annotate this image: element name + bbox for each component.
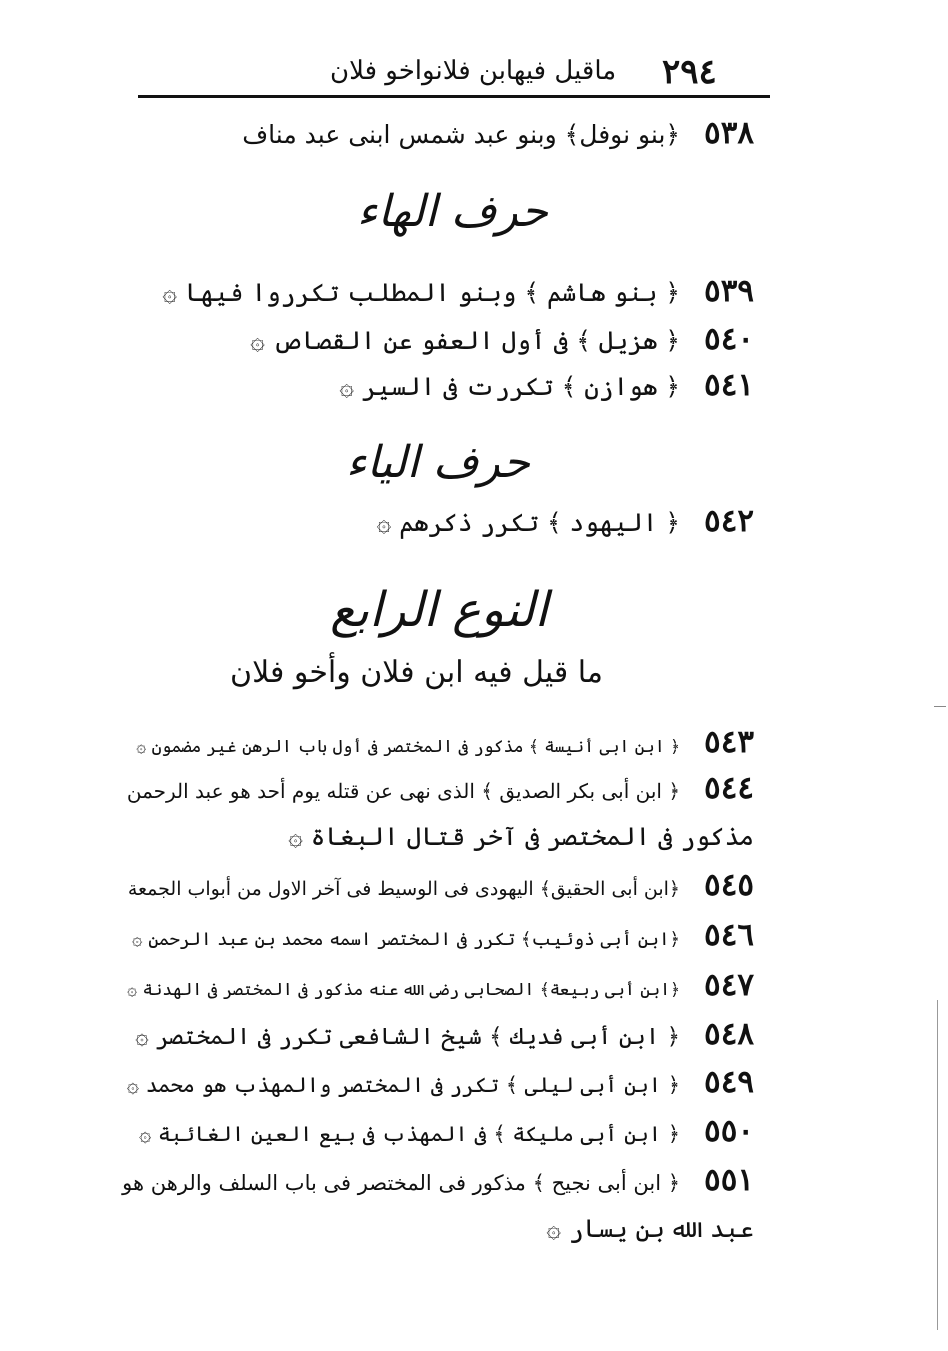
entry-number: ٥٥٠	[704, 1113, 754, 1149]
entry-number: ٥٤٥	[704, 867, 754, 903]
entry-number: ٥٥١	[704, 1162, 754, 1198]
entry-number: ٥٤١	[704, 367, 754, 403]
entry-number: ٥٤٤	[704, 770, 754, 806]
list-item-546	[131, 917, 754, 953]
entry-number: ٥٣٨	[704, 115, 754, 151]
entry-text: ﴿ ابن أبى مليكة ﴾ فى المهذب فى بيع العين الغائبة ۞	[139, 1122, 681, 1146]
list-item-543	[136, 724, 754, 760]
section-heading-fourth: النوع الرابع	[330, 582, 548, 638]
list-item-547	[127, 967, 754, 1003]
entry-number: ٥٤٠	[704, 321, 754, 357]
section-heading-ya: حرف الياء	[345, 437, 530, 488]
list-item-551-continuation: عبد الله بن يسار ۞	[546, 1214, 754, 1243]
list-item-548	[135, 1016, 754, 1052]
list-item-544	[126, 770, 754, 806]
entry-number: ٥٤٢	[704, 503, 754, 539]
entry-text: ﴿ابن أبى الحقيق﴾ اليهودى فى الوسيط فى آخر الاول من أبواب الجمعة	[127, 878, 681, 900]
list-item-539	[162, 273, 754, 309]
list-item-540	[250, 321, 754, 357]
header-divider	[138, 95, 770, 98]
entry-text: ﴿ ابن أبى بكر الصديق ﴾ الذى نهى عن قتله يوم أحد هو عبد الرحمن	[126, 779, 681, 803]
page-number: ٢٩٤	[662, 52, 717, 92]
list-item-538	[242, 115, 754, 151]
entry-text: ﴿ ابن ابى أنيسة ﴾ مذكور فى المختصر فى أول باب الرهن غير مضمون ۞	[136, 737, 681, 757]
list-item-542	[376, 503, 754, 539]
entry-text: ﴿ابن أبى ربيعة﴾ الصحابى رضى الله عنه مذكور فى المختصر فى الهدنة ۞	[127, 980, 681, 1000]
entry-text: ﴿ ابن أبى فديك ﴾ شيخ الشافعى تكرر فى المختصر ۞	[135, 1024, 681, 1050]
entry-text: ﴿بنو نوفل﴾ وبنو عبد شمس ابنى عبد مناف	[242, 120, 681, 149]
entry-text: ﴿ هوازن ﴾ تكررت فى السير ۞	[339, 372, 681, 401]
section-subtitle: ما قيل فيه ابن فلان وأخو فلان	[230, 655, 603, 690]
entry-text: ﴿ اليهود ﴾ تكرر ذكرهم ۞	[376, 508, 681, 537]
list-item-549	[126, 1064, 754, 1100]
entry-text: ﴿ هزيل ﴾ فى أول العفو عن القصاص ۞	[250, 326, 681, 355]
section-heading-ha: حرف الهاء	[356, 186, 548, 237]
entry-text: ﴿ ابن أبى نجيح ﴾ مذكور فى المختصر فى باب السلف والرهن هو	[122, 1171, 681, 1195]
entry-number: ٥٤٣	[704, 724, 754, 760]
entry-number: ٥٤٧	[704, 967, 754, 1003]
entry-number: ٥٤٨	[704, 1016, 754, 1052]
scan-edge-mark	[934, 706, 946, 707]
entry-text: ﴿ ابن أبى ليلى ﴾ تكرر فى المختصر والمهذب هو محمد ۞	[126, 1073, 681, 1097]
list-item-541	[339, 367, 754, 403]
entry-text: ﴿ بنو هاشم ﴾ وبنو المطلب تكرروا فيها ۞	[162, 278, 681, 307]
entry-number: ٥٣٩	[704, 273, 754, 309]
list-item-551	[122, 1162, 754, 1198]
entry-number: ٥٤٦	[704, 917, 754, 953]
entry-text: ﴿ابن أبى ذوئيب﴾ تكرر فى المختصر اسمه محمد بن عبد الرحمن ۞	[131, 929, 681, 950]
list-item-550	[139, 1113, 754, 1149]
entry-number: ٥٤٩	[704, 1064, 754, 1100]
scan-edge-line	[937, 1000, 938, 1330]
list-item-545	[127, 867, 754, 903]
running-header-title: ماقيل فيهابن فلانواخو فلان	[330, 56, 617, 86]
list-item-544-continuation: مذكور فى المختصر فى آخر قتال البغاة ۞	[288, 822, 754, 851]
